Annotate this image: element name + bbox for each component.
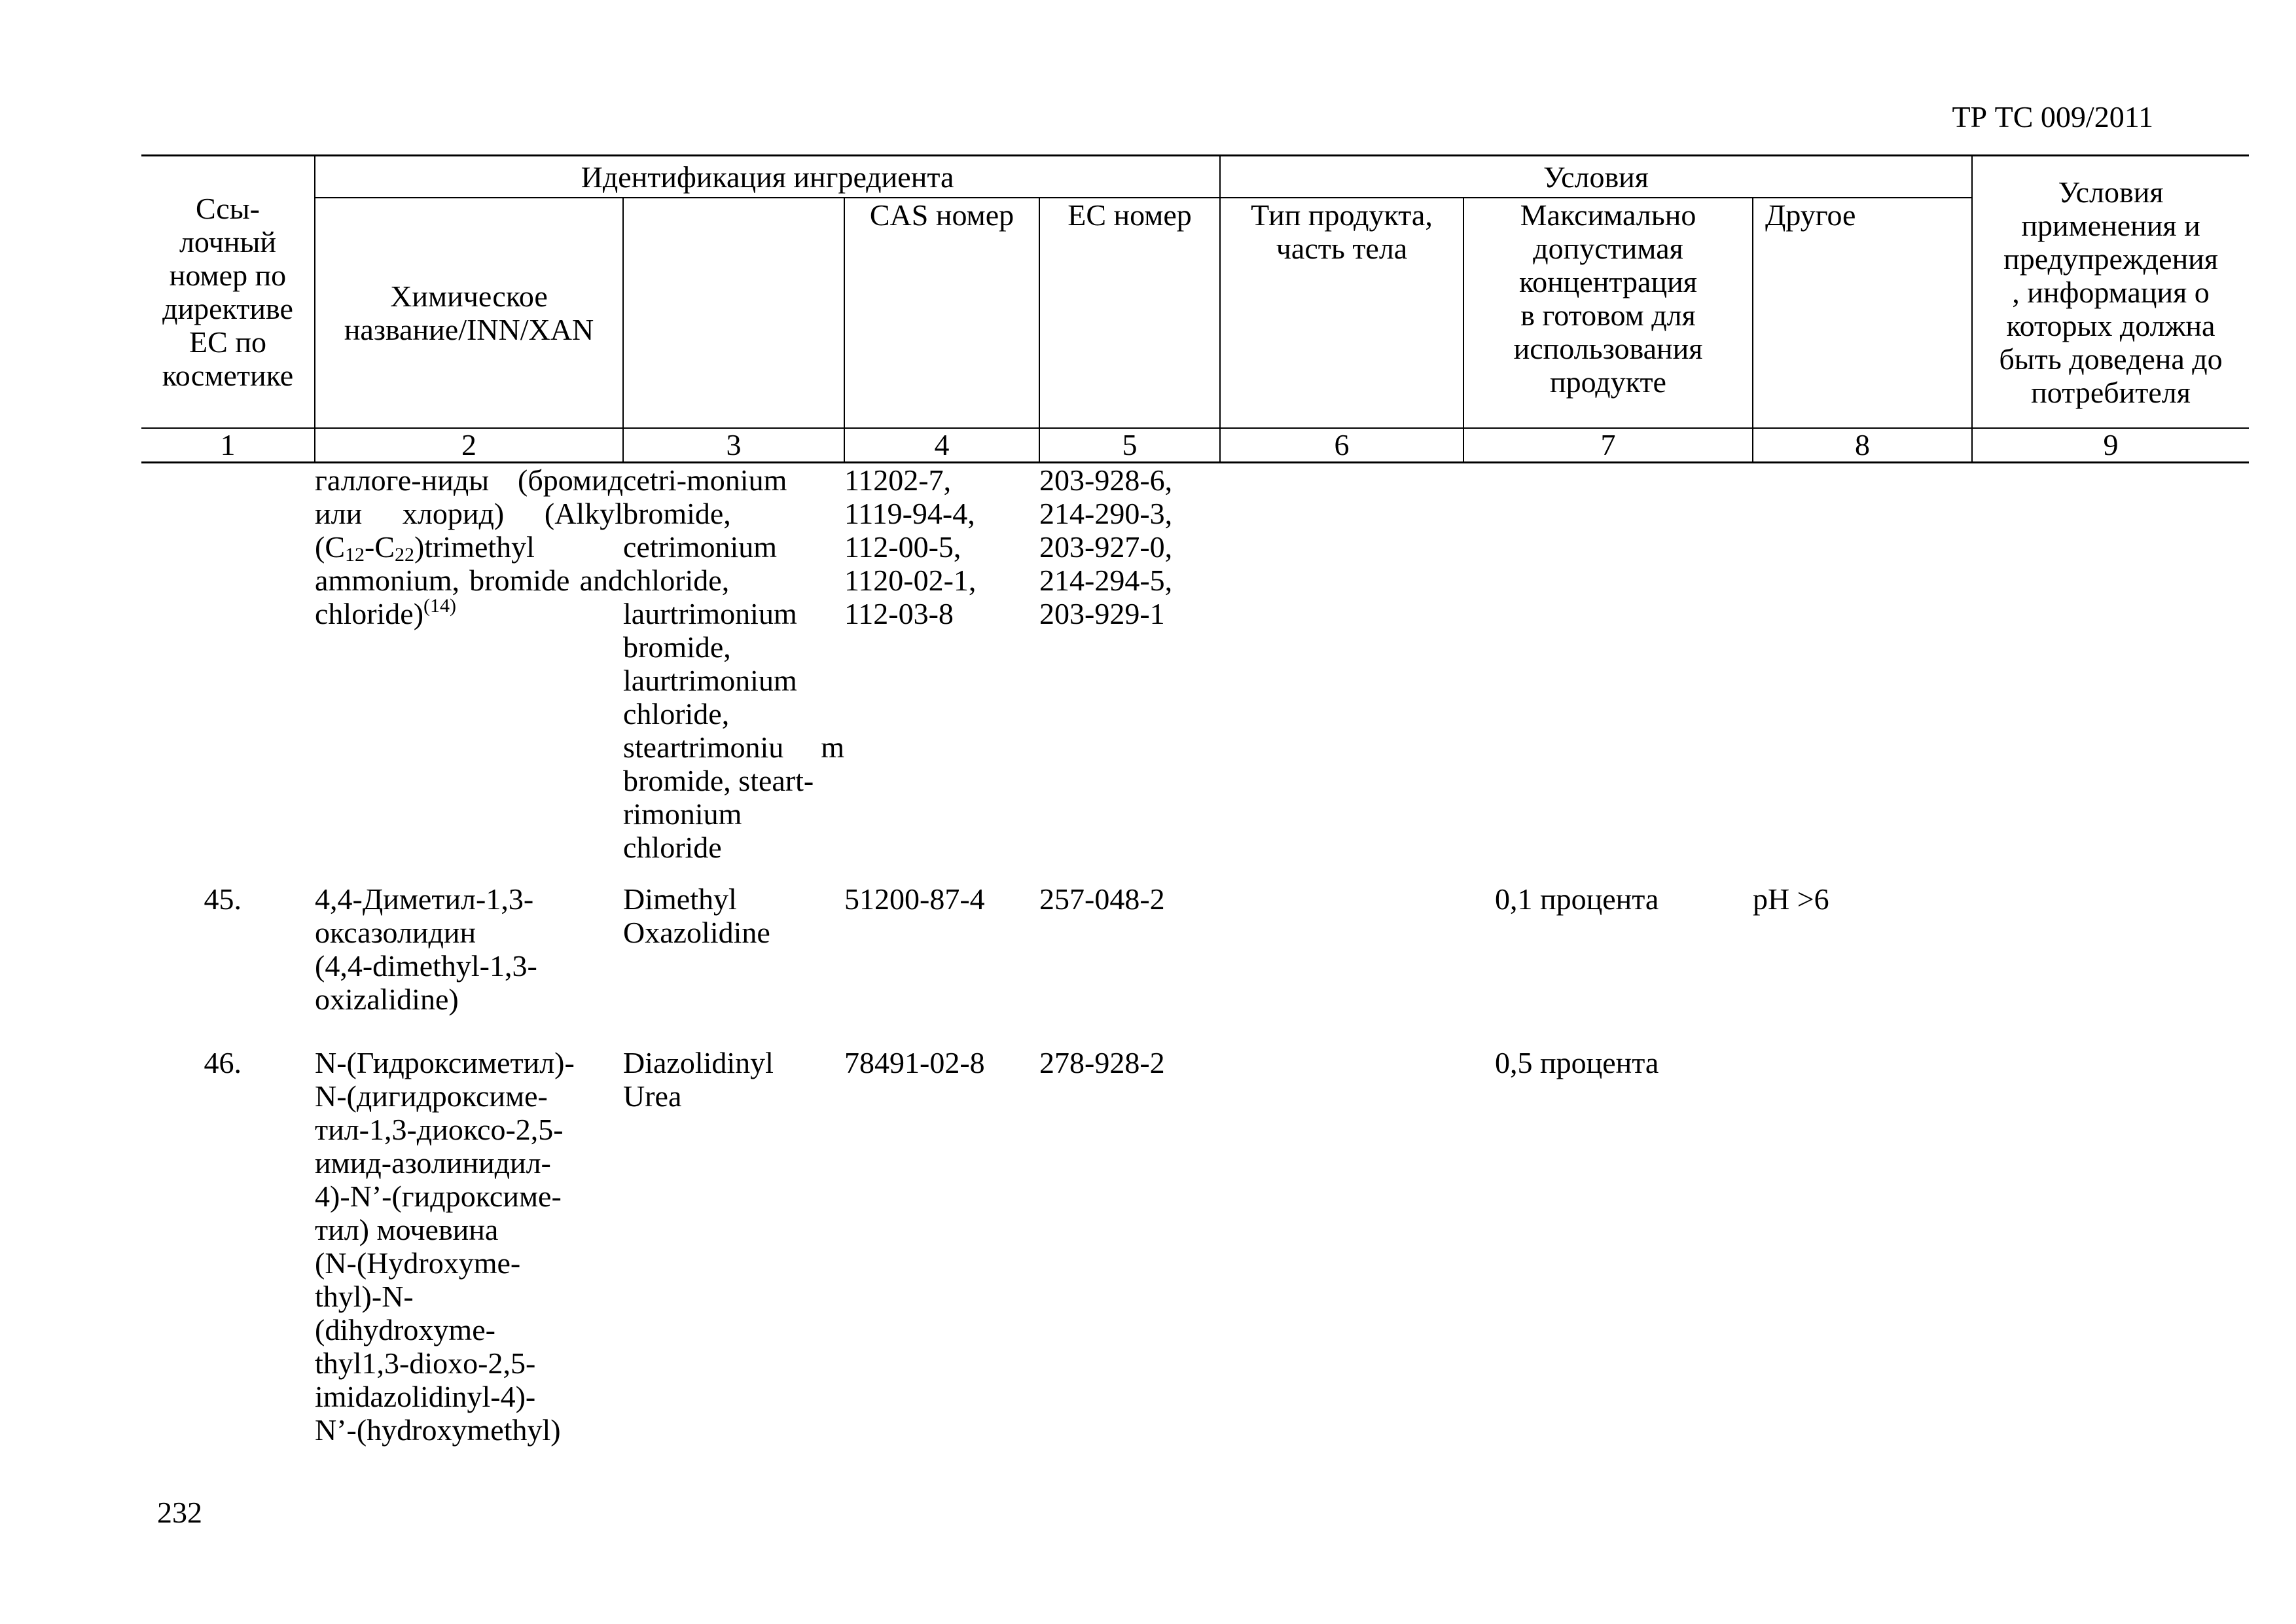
column-number-2: 2 xyxy=(315,428,623,463)
ingredients-table xyxy=(141,154,2249,1465)
cell-cas: 51200-87-4 xyxy=(844,882,985,916)
cell-cas: 11202-7, 1119-94-4, 112-00-5, 1120-02-1, 112-03-8 xyxy=(844,463,977,630)
header-column-3 xyxy=(623,198,844,428)
cell-max-concentration: 0,5 процента xyxy=(1495,1046,1659,1079)
header-chemical-name: Химическое название/INN/XAN xyxy=(315,198,623,428)
header-ec-number: EC номер xyxy=(1039,198,1220,428)
cell-other xyxy=(1753,1046,1972,1465)
cell-ec: 278-928-2 xyxy=(1039,1046,1165,1079)
cell-usage xyxy=(1972,882,2249,1046)
column-number-1: 1 xyxy=(141,428,315,463)
cell-product-type xyxy=(1220,882,1463,1046)
header-max-concentration: Максимально допустимая концентрация в готовом для использования продукте xyxy=(1463,198,1753,428)
cell-inci-name: Dimethyl Oxazolidine xyxy=(623,882,770,949)
column-number-6: 6 xyxy=(1220,428,1463,463)
table-row xyxy=(141,882,2249,1046)
cell-max-concentration xyxy=(1463,463,1753,883)
column-number-7: 7 xyxy=(1463,428,1753,463)
cell-product-type xyxy=(1220,1046,1463,1465)
header-group-conditions: Условия xyxy=(1220,156,1972,198)
cell-ec: 203-928-6, 214-290-3, 203-927-0, 214-294-5, 203-929-1 xyxy=(1039,463,1173,630)
cell-ec: 257-048-2 xyxy=(1039,882,1165,916)
cell-ref: 46. xyxy=(204,1046,242,1079)
column-number-8: 8 xyxy=(1753,428,1972,463)
header-product-type: Тип продукта, часть тела xyxy=(1220,198,1463,428)
cell-usage xyxy=(1972,1046,2249,1465)
cell-cas: 78491-02-8 xyxy=(844,1046,985,1079)
page-number: 232 xyxy=(157,1496,202,1529)
cell-chemical-name: галлоге-ниды (бромид или хлорид) (Alkyl $(C_{12}-C_{22})trimethyl$ ammonium, bromide and chloride)$^{(14)}$ xyxy=(315,463,623,630)
header-ref-number: Ссы- лочный номер по директиве ЕС по косметике xyxy=(141,156,315,429)
cell-usage xyxy=(1972,463,2249,883)
header-cas-number: CAS номер xyxy=(844,198,1039,428)
document-code: ТР ТС 009/2011 xyxy=(1952,100,2153,134)
cell-product-type xyxy=(1220,463,1463,883)
column-number-5: 5 xyxy=(1039,428,1220,463)
column-number-9: 9 xyxy=(1972,428,2249,463)
header-group-identification: Идентификация ингредиента xyxy=(315,156,1220,198)
cell-ref xyxy=(141,463,315,883)
table-row xyxy=(141,1046,2249,1465)
cell-other xyxy=(1753,463,1972,883)
cell-chemical-name: 4,4-Диметил-1,3- оксазолидин (4,4-dimethyl-1,3- oxizalidine) xyxy=(315,882,537,1016)
header-other: Другое xyxy=(1753,198,1972,428)
cell-ref: 45. xyxy=(204,882,242,916)
column-number-3: 3 xyxy=(623,428,844,463)
cell-max-concentration: 0,1 процента xyxy=(1495,882,1659,916)
table-row xyxy=(141,463,2249,883)
header-usage-warnings: Условия применения и предупреждения , информация о которых должна быть доведена до потребителя xyxy=(1972,156,2249,429)
column-number-4: 4 xyxy=(844,428,1039,463)
cell-inci-name: cetri-monium bromide, cetrimonium chloride, laurtrimonium bromide, laurtrimonium chloride, steartrimoniu m bromide, steart- rimonium chloride xyxy=(623,463,844,864)
cell-chemical-name: N-(Гидроксиметил)- N-(дигидроксиме- тил-1,3-диоксо-2,5- имид-азолинидил- 4)-N’-(гидроксиме- тил) мочевина (N-(Hydroxyme- thyl)-N- (dihydroxyme- thyl1,3-dioxo-2,5- imidazolidinyl-4)- N’-(hydroxymethyl) xyxy=(315,1046,575,1447)
cell-inci-name: Diazolidinyl Urea xyxy=(623,1046,774,1113)
cell-other: pH >6 xyxy=(1753,882,1829,916)
